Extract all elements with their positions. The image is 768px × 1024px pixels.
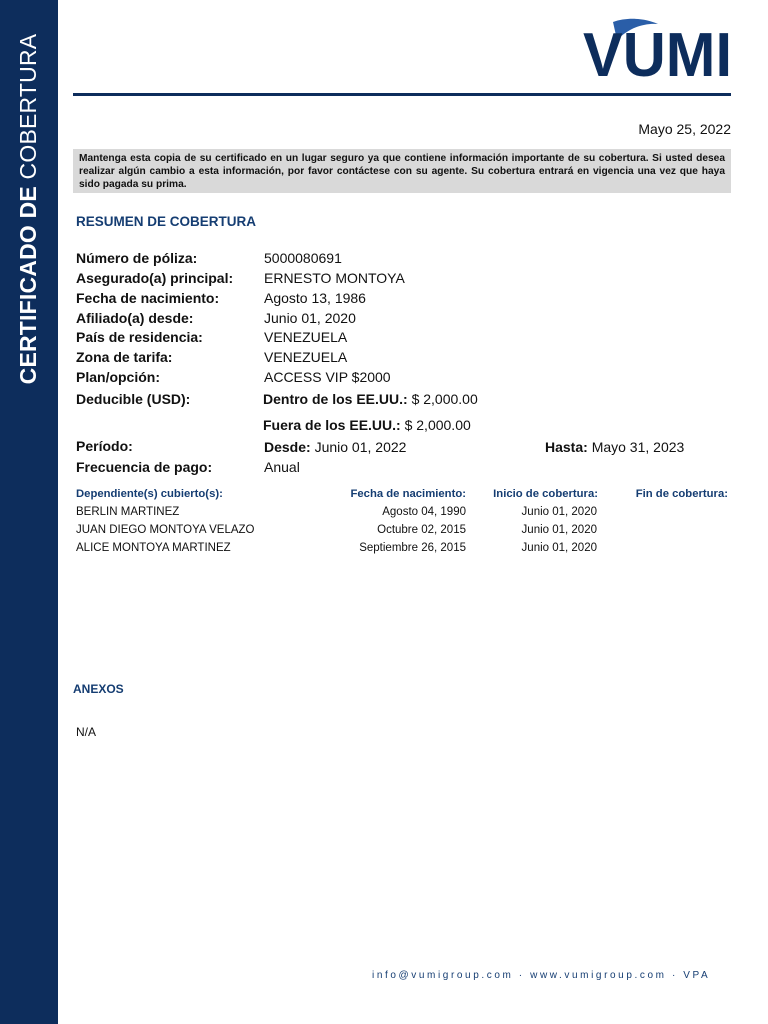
logo-text: VUMI — [583, 21, 732, 80]
rate-zone-label: Zona de tarifa: — [76, 349, 173, 365]
dependents-header-start: Inicio de cobertura: — [493, 488, 598, 500]
dependents-header-name: Dependiente(s) cubierto(s): — [76, 488, 223, 500]
plan-option-value: ACCESS VIP $2000 — [264, 369, 391, 385]
header-divider — [73, 93, 731, 96]
deductible-inside-value: $ 2,000.00 — [411, 391, 478, 407]
dependent-birthdate: Agosto 04, 1990 — [382, 506, 466, 518]
affiliated-since-value: Junio 01, 2020 — [264, 310, 356, 326]
payment-frequency-label: Frecuencia de pago: — [76, 459, 213, 475]
summary-heading: RESUMEN DE COBERTURA — [76, 214, 257, 229]
document-date: Mayo 25, 2022 — [638, 121, 731, 137]
period-to-label: Hasta: — [545, 439, 588, 455]
deductible-outside-label: Fuera de los EE.UU.: — [263, 417, 401, 433]
vumi-logo — [583, 18, 733, 80]
dependents-header-end: Fin de cobertura: — [635, 488, 728, 500]
dependent-coverage-start: Junio 01, 2020 — [521, 524, 597, 536]
deductible-label: Deducible (USD): — [76, 391, 191, 407]
annexes-heading: ANEXOS — [73, 682, 124, 696]
affiliated-since-label: Afiliado(a) desde: — [76, 310, 194, 326]
dependent-coverage-start: Junio 01, 2020 — [521, 506, 597, 518]
sidebar-title — [10, 29, 46, 389]
dependent-birthdate: Septiembre 26, 2015 — [359, 542, 466, 554]
deductible-outside-value: $ 2,000.00 — [404, 417, 471, 433]
policy-number-value: 5000080691 — [264, 250, 342, 266]
rate-zone-value: VENEZUELA — [264, 349, 348, 365]
dependent-name: ALICE MONTOYA MARTINEZ — [76, 542, 231, 554]
plan-option-label: Plan/opción: — [76, 369, 160, 385]
dependent-name: JUAN DIEGO MONTOYA VELAZO — [76, 524, 255, 536]
sidebar-title-bold: CERTIFICADO DE — [15, 186, 41, 385]
dependents-header-birth: Fecha de nacimiento: — [350, 488, 466, 500]
notice-box: Mantenga esta copia de su certificado en un lugar seguro ya que contiene información importante de su cobertura. Si usted desea realizar algún cambio a esta información, por favor contáctese con su agente. Su cobertura entrará en vigencia una vez que haya sido pagada su prima. — [73, 149, 731, 193]
sidebar-title-rest: COBERTURA — [15, 33, 41, 180]
footer-contact: info@vumigroup.com · www.vumigroup.com · VPA — [372, 970, 711, 981]
residence-country-value: VENEZUELA — [264, 329, 348, 345]
period-from-value: Junio 01, 2022 — [314, 439, 407, 455]
residence-country-label: País de residencia: — [76, 329, 203, 345]
period-label: Período: — [76, 438, 133, 454]
deductible-outside — [263, 417, 471, 433]
period-from-label: Desde: — [264, 439, 311, 455]
birthdate-value: Agosto 13, 1986 — [264, 290, 366, 306]
birthdate-label: Fecha de nacimiento: — [76, 290, 220, 306]
annexes-value: N/A — [76, 725, 97, 739]
policy-number-label: Número de póliza: — [76, 250, 198, 266]
dependent-coverage-start: Junio 01, 2020 — [521, 542, 597, 554]
period-to-value: Mayo 31, 2023 — [591, 439, 685, 455]
deductible-inside-label: Dentro de los EE.UU.: — [263, 391, 408, 407]
sidebar-band — [0, 0, 58, 1024]
deductible-inside — [263, 391, 478, 407]
dependent-birthdate: Octubre 02, 2015 — [377, 524, 466, 536]
insured-value: ERNESTO MONTOYA — [264, 270, 405, 286]
dependent-name: BERLIN MARTINEZ — [76, 506, 180, 518]
period-to — [545, 439, 684, 455]
period-from — [264, 439, 406, 455]
insured-label: Asegurado(a) principal: — [76, 270, 234, 286]
payment-frequency-value: Anual — [264, 459, 300, 475]
